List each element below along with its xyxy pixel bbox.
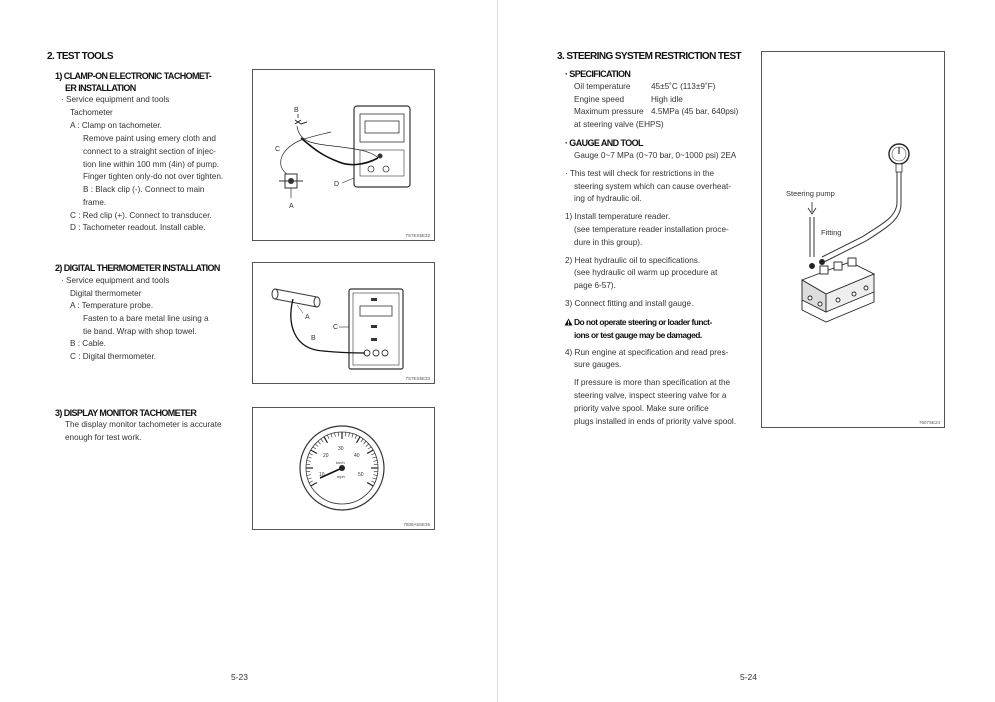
spec-title: · SPECIFICATION (565, 69, 631, 79)
s2-line: C : Digital thermometer. (70, 352, 156, 361)
s1-line: B : Black clip (-). Connect to main (83, 185, 205, 194)
fig4-code: 7607SE24 (918, 420, 940, 425)
fig1-label-c: C (275, 146, 281, 153)
s3-line: enough for test work. (65, 433, 142, 442)
s1-line: Finger tighten only-do not over tighten. (83, 172, 224, 181)
s1-line: · Service equipment and tools (61, 95, 170, 104)
label-steering-pump: Steering pump (786, 189, 835, 198)
s1-line: Remove paint using emery cloth and (83, 134, 216, 143)
step5-line: If pressure is more than specification at the (574, 378, 731, 387)
fig1-label-a: A (289, 203, 294, 210)
step1-line: 1) Install temperature reader. (565, 212, 671, 221)
s2-title: 2) DIGITAL THERMOMETER INSTALLATION (55, 263, 220, 273)
s2-line: B : Cable. (70, 339, 106, 348)
step2-line: page 6-57). (574, 281, 616, 290)
s1-line: D : Tachometer readout. Install cable. (70, 223, 206, 232)
spec-value-pressure: 4.5MPa (45 bar, 640psi) (651, 107, 739, 116)
note-line: steering system which can cause overheat- (574, 182, 732, 191)
page-number-right: 5-24 (740, 672, 758, 682)
page-number-left: 5-23 (231, 672, 249, 682)
gauge-label-40: 40 (354, 453, 360, 459)
step3-line: 3) Connect fitting and install gauge. (565, 299, 694, 308)
step4-line: 4) Run engine at specification and read pres- (565, 348, 729, 357)
section-title-steering: 3. STEERING SYSTEM RESTRICTION TEST (557, 51, 742, 62)
fig3-code: 7609A5SE35 (403, 522, 430, 527)
s3-title: 3) DISPLAY MONITOR TACHOMETER (55, 408, 197, 418)
fig1-label-d: D (334, 181, 340, 188)
figure-display-tachometer (252, 407, 435, 530)
note-line: · This test will check for restrictions in the (565, 169, 715, 178)
s1-title-line1: 1) CLAMP-ON ELECTRONIC TACHOMET- (55, 71, 212, 81)
s2-line: Digital thermometer (70, 289, 142, 298)
gauge-label-10: 10 (319, 472, 325, 478)
fig2-label-c: C (333, 324, 339, 331)
section-title-test-tools: 2. TEST TOOLS (47, 51, 113, 62)
warning-icon (564, 318, 573, 326)
fig1-code: 7S7ES5E32 (405, 233, 430, 238)
s2-line: · Service equipment and tools (61, 276, 170, 285)
step4-line: sure gauges. (574, 360, 622, 369)
page-right (498, 0, 995, 702)
gauge-line: Gauge 0~7 MPa (0~70 bar, 0~1000 psi) 2EA (574, 151, 737, 160)
page-left (0, 0, 497, 702)
note-line: ing of hydraulic oil. (574, 194, 642, 203)
s1-line: A : Clamp on tachometer. (70, 121, 162, 130)
fig2-label-b: B (311, 335, 316, 342)
spec-label-pressure: Maximum pressure (574, 107, 644, 116)
step5-line: steering valve, inspect steering valve for a (574, 391, 727, 400)
spec-label-engine: Engine speed (574, 95, 625, 104)
label-fitting: Fitting (821, 228, 842, 237)
steering-valve-block (802, 258, 874, 322)
figure-digital-thermometer (252, 262, 435, 384)
s1-line: connect to a straight section of injec- (83, 147, 216, 156)
step5-line: priority valve spool. Make sure orifice (574, 404, 709, 413)
s1-line: C : Red clip (+). Connect to transducer. (70, 211, 212, 220)
gauge-label-30: 30 (338, 446, 344, 452)
spec-value-oil: 45±5˚C (113±9˚F) (651, 82, 716, 91)
s3-line: The display monitor tachometer is accurate (65, 420, 222, 429)
fig2-label-a: A (305, 314, 310, 321)
figure-steering-test (761, 51, 945, 428)
warning-line: Do not operate steering or loader funct- (574, 317, 712, 327)
s1-line: frame. (83, 198, 107, 207)
gauge-label-50: 50 (358, 472, 364, 478)
step2-line: 2) Heat hydraulic oil to specifications. (565, 256, 701, 265)
s1-line: Tachometer (70, 108, 113, 117)
spec-extra: at steering valve (EHPS) (574, 120, 664, 129)
s1-line: tion line within 100 mm (4in) of pump. (83, 160, 220, 169)
s1-title-line2: ER INSTALLATION (65, 83, 136, 93)
figure-tachometer (252, 69, 435, 241)
s2-line: A : Temperature probe. (70, 301, 154, 310)
step1-line: dure in this group). (574, 238, 643, 247)
gauge-unit-mph: mph (337, 474, 345, 479)
gauge-unit-kmh: km/h (336, 460, 345, 465)
s2-line: tie band. Wrap with shop towel. (83, 327, 197, 336)
spec-label-oil: Oil temperature (574, 82, 631, 91)
gauge-label-20: 20 (323, 453, 329, 459)
gauge-title: · GAUGE AND TOOL (565, 138, 643, 148)
warning-line: ions or test gauge may be damaged. (574, 330, 702, 340)
step2-line: (see hydraulic oil warm up procedure at (574, 268, 718, 277)
step1-line: (see temperature reader installation proce- (574, 225, 729, 234)
spec-value-engine: High idle (651, 95, 683, 104)
fig2-code: 7S7ES5E33 (405, 376, 430, 381)
step5-line: plugs installed in ends of priority valve spool. (574, 417, 737, 426)
fig1-label-b: B (294, 107, 299, 114)
s2-line: Fasten to a bare metal line using a (83, 314, 209, 323)
